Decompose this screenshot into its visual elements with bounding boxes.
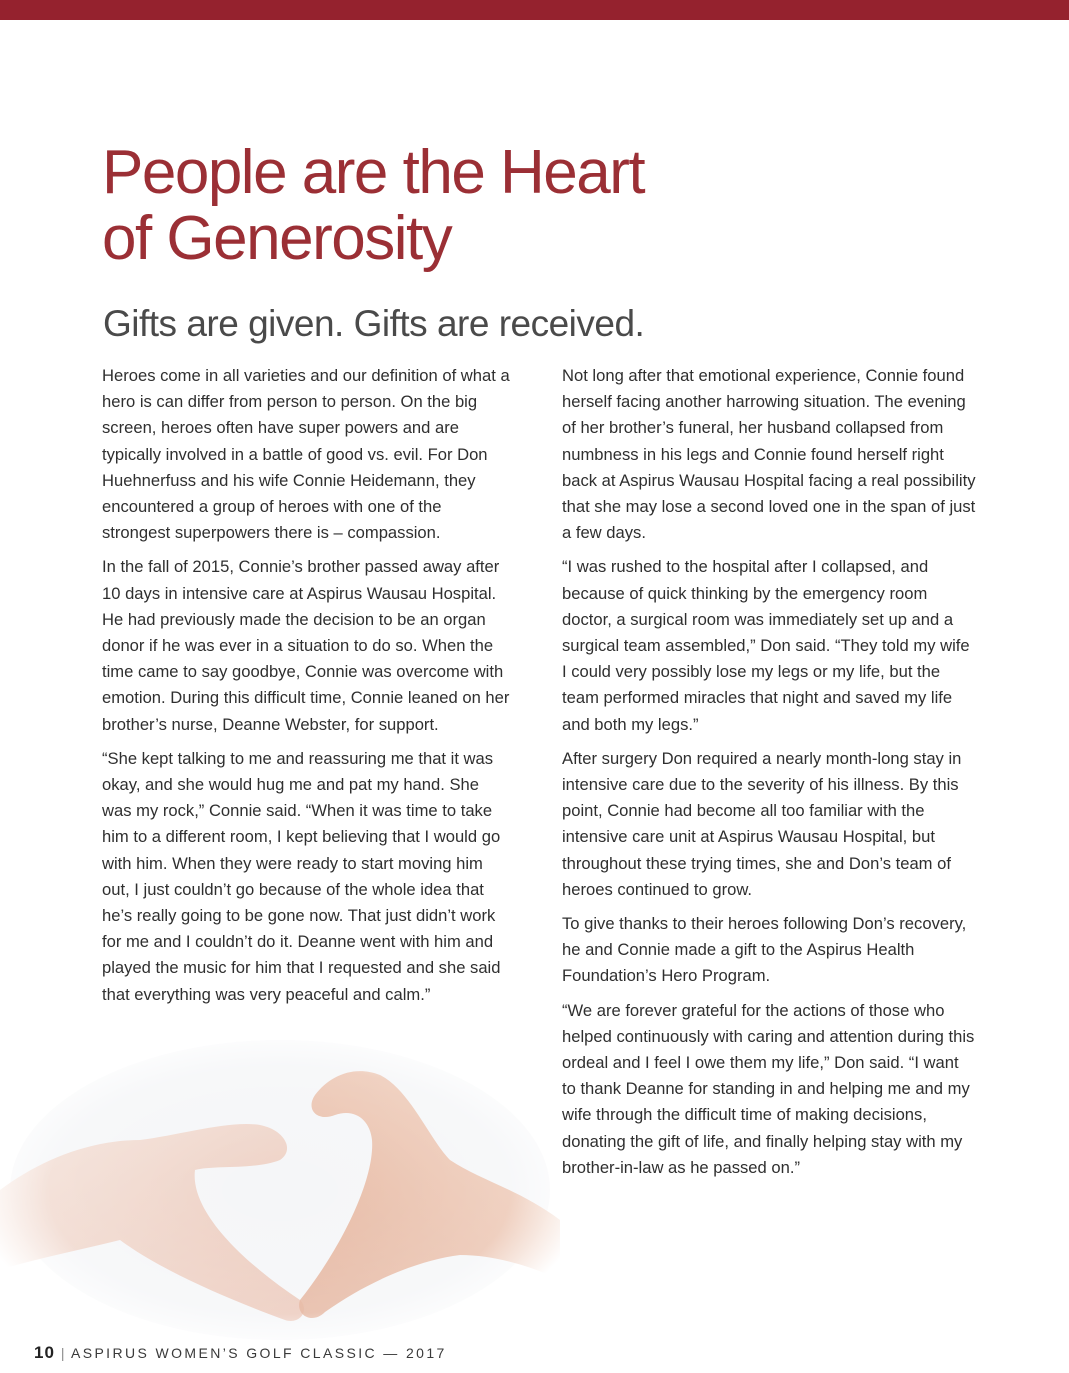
publication-name: ASPIRUS WOMEN’S GOLF CLASSIC — 2017 (70, 1345, 447, 1361)
page-footer (34, 1340, 447, 1366)
page-title (102, 140, 802, 272)
body-paragraph: Heroes come in all varieties and our definition of what a hero is can differ from person to person. On the big screen, heroes often have super powers and are typically involved in a battle of good vs. evil. For Don Huehnerfuss and his wife Connie Heidemann, they encountered a group of heroes with one of the strongest superpowers there is – compassion. (102, 366, 510, 543)
body-paragraph: In the fall of 2015, Connie’s brother passed away after 10 days in intensive care at Aspirus Wausau Hospital. He had previously made the decision to be an organ donor if he was ever in a situation to do so. When the time came to say goodbye, Connie was overcome with emotion. During this difficult time, Connie leaned on her brother’s nurse, Deanne Webster, for support. (102, 557, 510, 734)
right-column (562, 363, 977, 1189)
page-number: 10 (34, 1343, 55, 1362)
body-paragraph: “I was rushed to the hospital after I collapsed, and because of quick thinking by the emergency room doctor, a surgical room was immediately set up and a surgical team assembled,” Don said. “They told my wife I could very possibly lose my legs or my life, but the team performed miracles that night and saved my life and both my legs.” (562, 557, 970, 734)
footer-separator: | (60, 1345, 67, 1361)
body-paragraph: “We are forever grateful for the actions of those who helped continuously with caring and attention during this ordeal and I feel I owe them my life,” Don said. “I want to thank Deanne for standing in and helping me and my wife through the difficult time of making decisions, donating the gift of life, and finally helping stay with my brother-in-law as he passed on.” (562, 1000, 975, 1177)
page-subtitle: Gifts are given. Gifts are received. (103, 303, 645, 344)
top-accent-bar (0, 0, 1069, 20)
body-paragraph: After surgery Don required a nearly month-long stay in intensive care due to the severity of his illness. By this point, Connie had become all too familiar with the intensive care unit at Aspirus Wausau Hospital, but throughout these trying times, she and Don’s team of heroes continued to grow. (562, 748, 962, 899)
body-paragraph: To give thanks to their heroes following Don’s recovery, he and Connie made a gift to the Aspirus Health Foundation’s Hero Program. (562, 914, 967, 986)
page-title-line-1: People are the Heart (102, 138, 645, 207)
page-title-line-2: of Generosity (102, 204, 452, 273)
body-paragraph: “She kept talking to me and reassuring me that it was okay, and she would hug me and pat my hand. She was my rock,” Connie said. “When it was time to take him to a different room, I kept believing that I would go with him. When they were ready to start moving him out, I just couldn’t go because of the whole idea that he’s really going to be gone now. That just didn’t work for me and I couldn’t do it. Deanne went with him and played the music for him that I requested and she said that everything was very peaceful and calm.” (102, 748, 501, 1004)
body-paragraph: Not long after that emotional experience, Connie found herself facing another harrowing situation. The evening of her brother’s funeral, her husband collapsed from numbness in his legs and Connie found herself right back at Aspirus Wausau Hospital facing a real possibility that she may lose a second loved one in the span of just a few days. (562, 366, 976, 543)
heart-hands-photo (0, 1040, 560, 1340)
left-column (102, 363, 512, 1016)
